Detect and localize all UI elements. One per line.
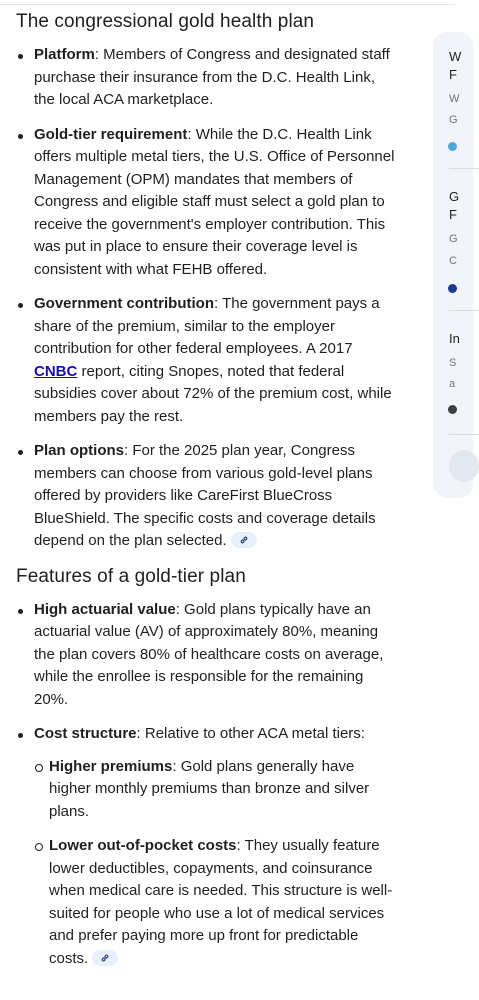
item-text: : For the 2025 plan year, Congress members can choose from various gold-level plans offered by providers like CareFirst BlueCross BlueShield. The specific costs and coverage details depend on the plan selected. <box>34 442 376 549</box>
item-term: Government contribution <box>34 295 214 312</box>
divider <box>449 434 479 435</box>
answer-content <box>16 10 398 982</box>
section-heading-gold-features: Features of a gold-tier plan <box>16 565 246 587</box>
item-text: : They usually feature lower deductibles, copayments, and coinsurance when medical care is needed. This structure is well-suited for people who use a lot of medical services and prefer paying more up front for predictable costs. <box>49 837 393 967</box>
item-term: Cost structure <box>34 725 137 742</box>
item-text: : Members of Congress and designated staff purchase their insurance from the D.C. Health Link, the local ACA marketplace. <box>34 46 390 108</box>
item-term: Higher premiums <box>49 757 173 775</box>
show-all-sources-button[interactable] <box>449 450 479 482</box>
section-heading-congressional-plan: The congressional gold health plan <box>16 11 315 32</box>
item-text: : The government pays a share of the premium, similar to the employer contribution for other federal employees. A 2017 <box>34 295 380 357</box>
source-favicon-icon <box>448 142 457 151</box>
item-text: : Relative to other ACA metal tiers: <box>136 725 365 742</box>
cnbc-link[interactable]: CNBC <box>34 362 78 380</box>
item-text: report, citing Snopes, noted that federal subsidies cover about 72% of the premium cost, while members pay the rest. <box>34 362 392 425</box>
source-snippet: G <box>449 233 458 245</box>
item-text: : Gold plans generally have higher monthly premiums than bronze and silver plans. <box>49 757 370 820</box>
sublist-item <box>34 756 398 824</box>
source-title: F <box>449 207 457 222</box>
source-title: W <box>449 49 462 64</box>
divider <box>449 310 479 311</box>
cost-structure-sublist <box>34 756 398 971</box>
source-title: G <box>449 189 460 204</box>
list-item <box>16 124 398 282</box>
source-snippet: C <box>449 255 457 267</box>
source-snippet: G <box>449 114 458 126</box>
citation-chip[interactable] <box>92 950 118 966</box>
citation-chip[interactable] <box>231 532 257 548</box>
list-item <box>16 599 398 712</box>
source-favicon-icon <box>448 405 457 414</box>
item-text: : While the D.C. Health Link offers multiple metal tiers, the U.S. Office of Personnel Management (OPM) mandates that members of Congress and eligible staff must select a gold plan to receive the government's employer contribution. This was put in place to ensure their coverage level is consistent with what FEHB offered. <box>34 125 395 278</box>
item-term: Platform <box>34 46 95 63</box>
gold-features-list <box>16 599 398 971</box>
list-item <box>16 293 398 428</box>
source-snippet: S <box>449 357 457 369</box>
source-favicon-icon <box>448 284 457 293</box>
item-term: Plan options <box>34 442 124 459</box>
sources-panel <box>433 32 473 498</box>
congressional-plan-list <box>16 44 398 553</box>
source-snippet: a <box>449 378 456 390</box>
item-term: High actuarial value <box>34 600 176 618</box>
source-title: F <box>449 67 457 82</box>
divider <box>449 168 479 169</box>
source-title: In <box>449 331 460 346</box>
link-icon <box>100 953 110 963</box>
item-text: : Gold plans typically have an actuarial value (AV) of approximately 80%, meaning the plan covers 80% of healthcare costs on average, while the enrollee is responsible for the remaining 20%. <box>34 600 384 708</box>
list-item <box>16 440 398 553</box>
top-divider <box>0 0 455 5</box>
list-item <box>16 44 398 112</box>
item-term: Gold-tier requirement <box>34 125 188 143</box>
list-item <box>16 723 398 970</box>
source-snippet: W <box>449 93 460 105</box>
sublist-item <box>34 835 398 970</box>
item-term: Lower out-of-pocket costs <box>49 837 237 854</box>
link-icon <box>239 535 249 545</box>
